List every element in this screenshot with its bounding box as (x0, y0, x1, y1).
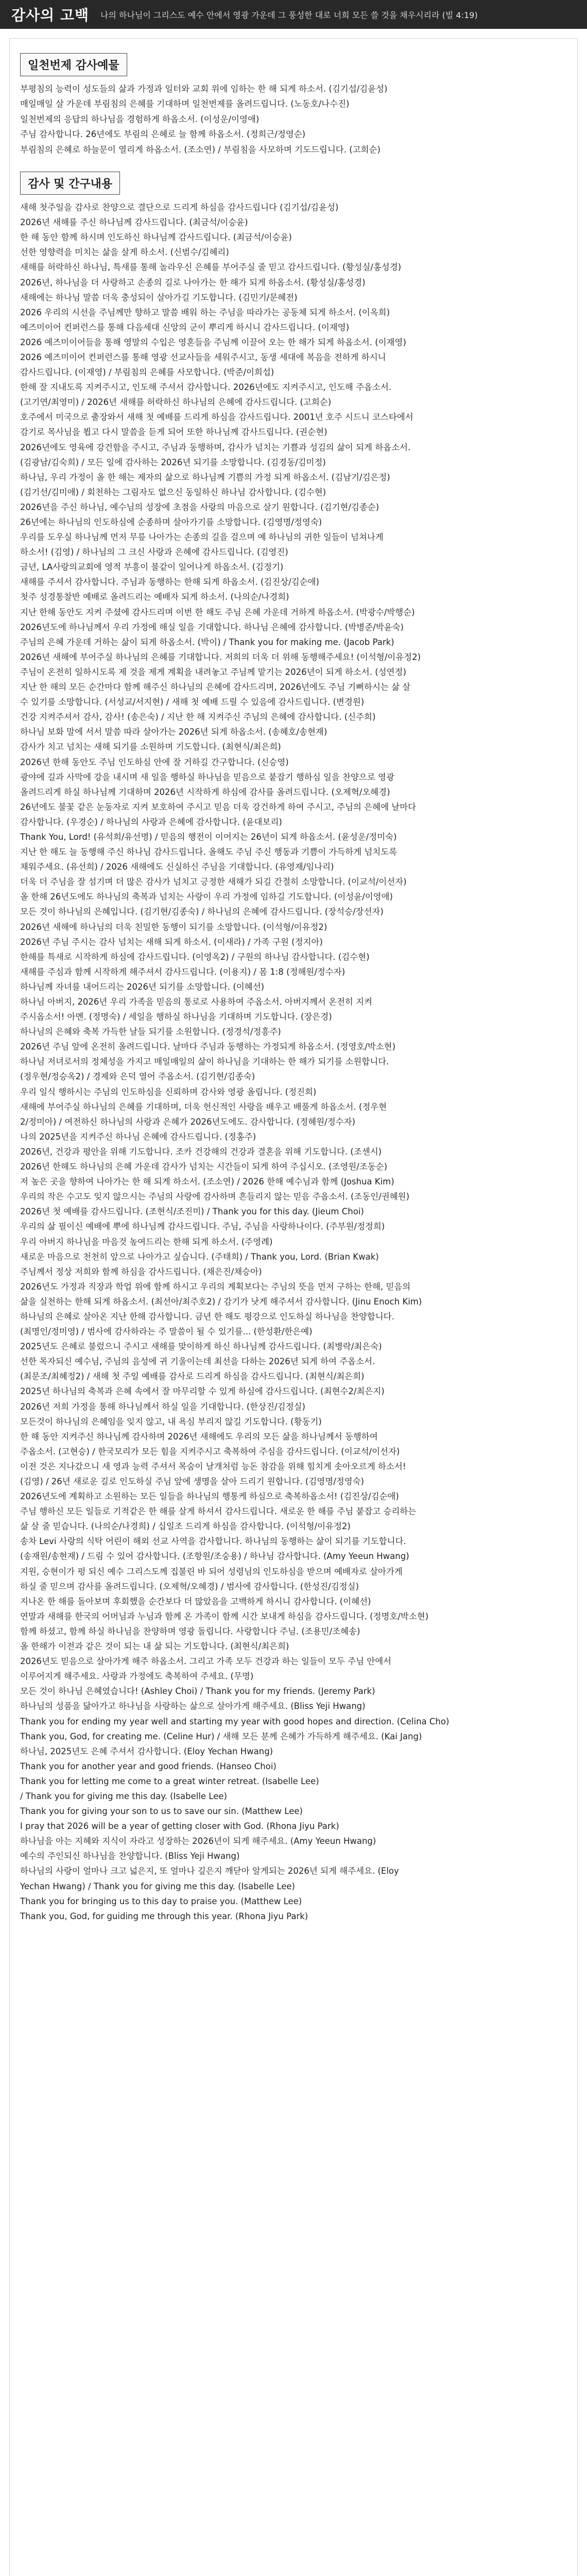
text-line: 우리의 작은 수고도 잊지 않으시는 주님의 사랑에 감사하며 흔들리지 않는 믿음 주옵소서. (조동인/권혜원) (20, 1192, 410, 1202)
text-line: Yechan Hwang) / Thank you for giving me this day. (Isabelle Lee) (20, 1881, 295, 1891)
text-line: 새로운 마음으로 천천히 앞으로 나아가고 싶습니다. (주태희) / Thank you, Lord. (Brian Kwak) (20, 1251, 379, 1262)
section-thanks (10, 157, 577, 1924)
text-line: 부림침의 은혜로 하늘문이 열리게 하옵소서. (조소연) / 부림침을 사모하며 기도드립니다. (고희순) (20, 144, 381, 155)
text-line: (송재원/송현재) / 드림 수 있어 감사합니다. (조항원/조숭용) / 하나님 감사합니다. (Amy Yeeun Hwang) (20, 1551, 409, 1562)
text-line: 우리를 도우실 하나님께 먼저 무릎 나아가는 손종의 길을 걸으며 예 하나님의 귀한 일들이 넘쳐나게 (20, 532, 384, 543)
text-line: (최명인/정미영) / 범사에 감사하라는 주 말씀이 될 수 있기를... (한성환/한은예) (20, 1327, 313, 1337)
text-line: 감기로 목사님을 뵙고 다시 말씀을 듣게 되어 또한 하나님께 감사드립니다. (권순현) (20, 427, 327, 437)
text-line: 우리의 삶 필이신 예배에 뿌에 하나님께 감사드립니다. 주님, 주님을 사랑하나이다. (주부원/정정희) (20, 1222, 385, 1232)
text-line: 수 있기를 소망합니다. (서성교/서지현) / 새해 첫 예배 드릴 수 있음에 감사드립니다. (변경원) (20, 697, 365, 707)
text-line: (최문조/최혜정2) / 새해 첫 주일 예배를 감사로 드리게 하심을 감사드립니다. (최현식/최은희) (20, 1371, 365, 1382)
text-line: 주님께서 정상 저희와 함께 하심을 감사드립니다. (채은진/채승아) (20, 1266, 262, 1277)
text-line: 2026 우리의 시선을 주님께만 향하고 말씀 배워 하는 주님을 따라가는 공동체 되게 하소서. (이옥희) (20, 307, 390, 317)
text-line: 매일매일 살 가운데 부림침의 은혜를 기대하며 일천번제를 올려드립니다. (노동호/나수진) (20, 99, 350, 109)
text-line: 주시옵소서! 아멘. (정명숙) / 세일을 행하실 하나님을 기대하며 기도합니다. (장은경) (20, 1012, 332, 1022)
text-line: 함께 하셨고, 함께 하실 하나님을 찬양하며 영광 돌립니다. 사랑합니다 주님. (조용민/조혜송) (20, 1626, 360, 1636)
text-line: 2026년도 가정과 직장과 학업 위에 함께 하시고 우리의 계획보다는 주님의 뜻을 먼저 구하는 한해, 믿음의 (20, 1281, 411, 1292)
text-line: 26년에는 하나님의 인도하심에 순종하며 살아가기를 소망합니다. (김영명/정영숙) (20, 517, 322, 527)
text-line: 감사합니다. (우경순) / 하나님의 사랑과 은혜에 감사합니다. (윤대보리) (20, 817, 282, 827)
text-line: 2026년 주님 앞에 온전히 올려드립니다. 날마다 주님과 동행하는 가정되게 하옵소서. (정영호/박소현) (20, 1042, 396, 1052)
text-line: 새해 첫주일을 감사로 찬양으로 결단으로 드리게 하심을 감사드립니다 (김기섭/김윤성) (20, 202, 339, 213)
text-line: 우리 일식 행하시는 주님의 인도하심을 신뢰하며 감사와 영광 올립니다. (정진희) (20, 1087, 317, 1097)
text-line: 2026년을 주신 하나님, 예수님의 성장에 초점을 사랑의 마음으로 살기 원합니다. (김기현/김종순) (20, 502, 379, 512)
text-line: 채워주세요. (유선희) / 2026 새해에도 신실하신 주님을 기대합니다. (유영재/임나리) (20, 862, 334, 872)
text-line: 2026년 새해에 부어주실 하나님의 은혜를 기대합니다. 저희의 더욱 더 위해 동행해주세요! (이석형/이유정2) (20, 652, 421, 662)
text-line: 한 해 동안 지켜주신 하나님께 감사하며 2026년 새해에도 우리의 모든 삶을 하나님께서 동행하여 (20, 1431, 378, 1442)
text-line: 첫주 성경통찰반 예배로 올려드리는 예배자 되게 하소서. (나의순/나경희) (20, 592, 289, 602)
text-line: 2025년도 은혜로 불렀으니 주시고 새해를 맞이하게 하신 하나님께 감사드립니다. (최병락/최은숙) (20, 1342, 382, 1352)
text-line: 주님 행하신 모든 일들로 기적같은 한 해를 살게 하셔서 감사드립니다. 새로운 한 해를 주님 붙잡고 승리하는 (20, 1506, 417, 1517)
text-line: 하나님께 자녀를 내어드리는 2026년 되기를 소망합니다. (이혜선) (20, 981, 265, 992)
text-line: 하나님의 성품을 닮아가고 하나님을 사랑하는 삶으로 살아가게 해주세요. (Bliss Yeji Hwang) (20, 1701, 366, 1711)
text-line: 예수의 주인되신 하나님을 찬양합니다. (Bliss Yeji Hwang) (20, 1851, 240, 1861)
text-line: 하나님의 은혜와 축복 가득한 날들 되기를 소원합니다. (정경석/정흥주) (20, 1027, 281, 1037)
text-line: 한해를 특새로 시작하게 하심에 감사드립니다. (이영옥2) / 구원의 하나님 감사합니다. (김수현) (20, 952, 370, 962)
section-title-thanks: 감사 및 간구내용 (20, 172, 120, 195)
text-line: 지원, 승현이가 펑 되신 예수 그리스도께 집불린 바 되어 성령님의 인도하심을 받으며 예배자로 살아가게 (20, 1566, 403, 1577)
text-line: 올 한해가 이전과 같은 것이 되는 내 삶 되는 기도합니다. (최현식/최은희) (20, 1641, 289, 1652)
text-line: 2026년, 건강과 평안을 위해 기도합니다. 조카 건강해의 건강과 결혼을 위해 기도합니다. (조센시) (20, 1146, 382, 1157)
text-line: 주님이 온전히 일하시도록 제 것을 제게 계획을 내려놓고 주님께 맡기는 2026년이 되게 하소서. (성연정) (20, 667, 406, 677)
text-line: 하소서! (김영) / 하나님의 그 크신 사랑과 은혜에 감사드립니다. (김영진) (20, 547, 288, 557)
text-line: 이루어지게 해주세요. 사랑과 가정에도 축복하여 주세요. (무명) (20, 1671, 254, 1682)
text-line: 새해를 허락하신 하나님, 특새를 통해 놀라우신 은혜를 부어주실 줄 믿고 감사드립니다. (황성실/홍성경) (20, 262, 402, 273)
text-line: 새해를 주셔서 감사합니다. 주님과 동행하는 한해 되게 하옵소서. (김진상/김순애) (20, 577, 319, 587)
text-line: 2026년도에 계획하고 소원하는 모든 일들을 하나님의 행통케 하심으로 축복하옵소서! (김진상/김순애) (20, 1492, 399, 1502)
text-line: 삶 살 줄 믿습니다. (나의순/나경희) / 십일조 드리게 하심을 감사합니다. (이석형/이유정2) (20, 1521, 351, 1532)
text-line: 2026 예즈미이어 컨퍼런스를 통해 영광 선교사들을 세워주시고, 동생 세대에 복음을 전하게 하시니 (20, 352, 386, 362)
text-line: 하나님의 은혜로 살아온 지난 한해 감사합니다. 금년 한 해도 평강으로 인도하실 하나님을 찬양합니다. (20, 1311, 394, 1321)
text-line: 2026년 새해에 하나님의 더욱 친밀한 동행이 되기를 소망합니다. (이석형/이유정2) (20, 922, 327, 932)
text-line: Thank you, God, for creating me. (Celine Hur) / 새해 모든 분께 은혜가 가득하게 해주세요. (Kai Jang) (20, 1731, 422, 1741)
text-line: 26년에도 불꽃 같은 눈동자로 지켜 보호하여 주시고 믿음 더욱 강건하게 하여 주시고, 주님의 은혜에 날마다 (20, 802, 417, 812)
text-line: Thank you for another year and good friends. (Hanseo Choi) (20, 1761, 277, 1771)
text-line: 새해를 주심과 함께 시작하게 해주셔서 감사드립니다. (이용지) / 몸 1:8 (정해원/정수자) (20, 967, 346, 977)
text-line: 한 해 동안 함께 하시며 인도하신 하나님께 감사드립니다. (최금석/이승윤) (20, 232, 292, 243)
text-line: 지난 한해 동안도 지켜 주셨에 감사드리며 이번 한 해도 주님 은혜 가운데 거하게 하옵소서. (박광수/박행순) (20, 607, 415, 617)
text-line: 저 높은 곳을 향하여 나아가는 한 해 되게 하소서. (조소연) / 2026 한해 예수님과 함께 (Joshua Kim) (20, 1177, 394, 1187)
text-line: 새해에 부어주실 하나님의 은혜를 기대하며, 더욱 헌신적인 사랑을 배우고 배풀게 하옵소서. (정우현 (20, 1101, 387, 1112)
text-line: 부평침의 능력이 성도들의 삶과 가정과 일터와 교회 위에 임하는 한 해 되게 하소서. (김기섭/김윤성) (20, 84, 388, 94)
text-line: 2026년에도 영육에 강건함을 주시고, 주님과 동행하며, 감사가 넘치는 기쁨과 성김의 삶이 되게 하옵소서. (20, 442, 411, 452)
header-bar (0, 0, 587, 29)
text-line: Thank you, God, for guiding me through this year. (Rhona Jiyu Park) (20, 1911, 308, 1921)
text-line: 건강 지켜주셔서 감사, 감사! (송은숙) / 지난 한 해 지켜주신 주님의 은혜에 감사합니다. (신주희) (20, 712, 376, 722)
text-line: 2026년 저희 가정을 통해 하나님께서 하실 일을 기대합니다. (한상진/김정실) (20, 1401, 305, 1412)
text-line: 모든 것이 하나님 은혜였습니다! (Ashley Choi) / Thank you for my friends. (Jeremy Park) (20, 1686, 375, 1697)
text-line: 2026년 한해도 하나님의 은혜 가운데 감사가 넘치는 시간들이 되게 하여 주십시오. (조영원/조동순) (20, 1162, 388, 1172)
text-line: 예즈미이어 컨퍼런스를 통해 다음세대 신앙의 군이 뿌리게 하시니 감사드립니다. (이재영) (20, 322, 350, 332)
text-line: 2026년 한해 동안도 주님 인도하심 안에 잘 거하길 간구합니다. (신승영) (20, 757, 289, 767)
text-line: 2026년, 하나님을 더 사랑하고 손종의 길로 나아가는 한 해가 되게 하옵소서. (황성실/홍성경) (20, 277, 366, 287)
header-verse: 나의 하나님이 그리스도 예수 안에서 영광 가운데 그 풍성한 대로 너희 모든 쓸 것을 채우시리라 (빌 4:19) (100, 10, 478, 20)
text-line: 하나님 보화 말에 서서 말씀 따라 살아가는 2026년 되게 하옵소서. (송혜호/송현재) (20, 727, 327, 737)
text-line: Thank you for giving your son to us to save our sin. (Matthew Lee) (20, 1806, 303, 1817)
text-line: 하나님 아버지, 2026년 우리 가족을 믿음의 통로로 사용하여 주옵소서. 아버지께서 온전히 지켜 (20, 997, 372, 1007)
text-line: 지난 한 해도 늘 동행해 주신 하나님 감사드립니다. 올해도 주님 주신 행동과 기쁨이 가득하게 넘치도록 (20, 847, 398, 857)
text-line: 지나온 한 해를 돌아보며 후회했을 순간보다 더 많았음을 고백하게 하시니 감사합니다. (이혜선) (20, 1596, 371, 1606)
page-title: 감사의 고백 (11, 7, 89, 24)
text-line: 우리 아버지 하나님을 마음것 높여드리는 한해 되게 하소서. (주영례) (20, 1236, 273, 1247)
text-line: 하나님, 2025년도 은혜 주셔서 감사합니다. (Eloy Yechan Hwang) (20, 1746, 273, 1756)
text-line: 더욱 더 주님을 잘 섬기며 더 많은 감사가 넘치고 긍정한 새해가 되길 간절히 소망합니다. (이교석/이선자) (20, 877, 407, 887)
text-line: 호주에서 미국으로 출장와서 새해 첫 예배를 드리게 하심을 감사드립니다. 2001년 호주 시드니 코스타에서 (20, 412, 413, 422)
content-frame (9, 38, 578, 2576)
text-line: (정우현/정승옥2) / 경제와 은덕 열어 주옵소서. (김기현/김종숙) (20, 1072, 255, 1082)
text-line: (고기연/최영미) / 2026년 새해를 허락하신 하나님의 은혜에 감사드립니다. (고희순) (20, 397, 332, 408)
text-line: 한해 잘 지내도록 지켜주시고, 인도해 주셔서 감사합니다. 2026년에도 지켜주시고, 인도해 주옵소서. (20, 382, 392, 393)
text-line: 하나님의 사랑이 얼마나 크고 넓은지, 또 얼마나 깊은지 깨닫아 알게되는 2026년 되게 해주세요. (Eloy (20, 1866, 399, 1876)
text-line: 2026 예즈미이어들을 통해 영말의 수입은 영혼들을 주님께 이끌어 오는 한 해가 되게 하옵소서. (이재영) (20, 337, 406, 347)
text-line: 올려드리게 하실 하나님께 기대하며 2026년 시작하게 하심에 감사를 올려드립니다. (오제혁/오혜경) (20, 787, 390, 797)
text-line: 주님의 은혜 가운데 거하는 삶이 되게 하옵소서. (박이) / Thank you for making me. (Jacob Park) (20, 637, 394, 647)
text-line: 2026년도에 하나님께서 우리 가정에 해실 일을 기대합니다. 하나님 은혜에 감사합니다. (박병준/박윤숙) (20, 622, 404, 632)
section-title-offerings: 일천번제 감사예물 (20, 53, 127, 76)
text-line: 일천번제의 응답의 하나님을 경험하게 하옵소서. (이성운/이영애) (20, 114, 260, 124)
text-line: / Thank you for giving me this day. (Isabelle Lee) (20, 1791, 227, 1801)
text-line: 2026년도 믿음으로 살아가게 해주 하옵소서. 그리고 가족 모두 건강과 하는 일들이 모두 주님 안에서 (20, 1656, 392, 1667)
text-line: 지난 한 해의 모든 순간마다 함께 해주신 하나님의 은혜에 감사드리며, 2026년에도 주님 기뻐하시는 삶 살 (20, 682, 411, 692)
text-line: 이전 것은 지나갔으니 새 영과 능력 주셔서 목숨이 날개처럼 능돈 참감을 위해 힘치게 솟아오르게 하소서! (20, 1461, 406, 1471)
text-line: Thank you for bringing us to this day to praise you. (Matthew Lee) (20, 1896, 302, 1906)
text-line: I pray that 2026 will be a year of getting closer with God. (Rhona Jiyu Park) (20, 1821, 339, 1832)
text-line: 하실 줄 믿으며 감사를 올려드립니다. (오제혁/오혜경) / 범사에 감사합니다. (한성진/김정실) (20, 1581, 359, 1591)
text-line: 모든것이 하나님의 은혜임을 잊지 않고, 내 욕심 부리지 않길 기도합니다. (황동기) (20, 1416, 322, 1427)
text-line: 올 한해 26년도에도 하나님의 축복과 넘치는 사랑이 우리 가정에 임하길 기도합니다. (이성윤/이영애) (20, 892, 393, 902)
text-line: 광야에 길과 사막에 강을 내시며 새 일을 행하실 하나님을 믿음으로 붙잡기 행하심 일을 찬양으로 영광 (20, 772, 394, 782)
text-line: 연말과 새해를 한국의 어머님과 누님과 함께 온 가족이 함께 시간 보내게 하심을 감사드립니다. (정명호/박소현) (20, 1611, 429, 1621)
text-line: 하나님을 아는 지혜와 지식이 자라고 성장하는 2026년이 되게 해주세요. (Amy Yeeun Hwang) (20, 1836, 376, 1846)
offerings-list (20, 81, 567, 157)
text-line: 선한 목자되신 예수님, 주님의 음성에 귀 기울이는데 최선을 다하는 2026년 되게 하여 주옵소서. (20, 1357, 375, 1367)
text-line: Thank You, Lord! (유석희/유선명) / 믿음의 행전이 이어지는 26년이 되게 하옵소서. (윤성운/정미숙) (20, 832, 397, 842)
text-line: 2026년 주님 주시는 감사 넘치는 새해 되게 하소서. (이새라) / 가족 구원 (정지아) (20, 937, 323, 947)
text-line: 삶을 실천하는 한해 되게 하옵소서. (최선아/최주호2) / 감기가 낫게 해주셔서 감사합니다. (Jinu Enoch Kim) (20, 1296, 422, 1307)
text-line: (김광남/김숙희) / 모든 일에 감사하는 2026년 되기를 소망합니다. (김경동/김미정) (20, 457, 326, 467)
text-line: 주옵소서. (고현승) / 한국모리가 모든 힘을 지켜주시고 축복하여 주심을 감사드립니다. (이교석/이선자) (20, 1446, 400, 1456)
text-line: 2026년 첫 예배를 감사드립니다. (조현식/조진미) / Thank you for this day. (Jieum Choi) (20, 1207, 364, 1217)
text-line: 2/정미아) / 여전하신 하나님의 사랑과 은혜가 2026년도에도. 감사합니다. (정혜원/정수자) (20, 1116, 355, 1127)
text-line: 2025년 하나님의 축복과 은혜 속에서 잘 마무리할 수 있게 하심에 감사드립니다. (최현수2/최은지) (20, 1386, 385, 1397)
text-line: 송차 Levi 사랑의 식탁 어린이 해외 선교 사역을 감사합니다. 하나님의 동행하는 삶이 되기를 기도합니다. (20, 1536, 406, 1547)
thanks-list (20, 200, 567, 1924)
text-line: Thank you for letting me come to a great winter retreat. (Isabelle Lee) (20, 1776, 319, 1786)
text-line: 선한 영향력을 미치는 삶을 살게 하소서. (신범수/김혜리) (20, 247, 229, 258)
text-line: 주님 감사합니다. 26년에도 부림의 은혜로 늘 함께 하옵소서. (정희근/정영순) (20, 129, 306, 140)
text-line: 하나님, 우리 가정이 올 한 해는 제자의 삶으로 하나님께 기쁨의 가정 되게 하옵소서. (김남기/김은정) (20, 472, 390, 482)
section-offerings (10, 39, 577, 157)
text-line: 2026년 새해를 주신 하나님께 감사드립니다. (최금석/이승윤) (20, 217, 248, 228)
text-line: 하나님 저녀로서의 정체성을 가지고 매일매일의 삶이 하나님을 기대하는 한 해가 되기를 소원합니다. (20, 1057, 389, 1067)
text-line: 감사드립니다. (이재영) / 부림침의 은혜를 사모합니다. (박준/이희섭) (20, 367, 274, 378)
text-line: 감사가 치고 넘치는 새해 되기를 소원하며 기도합니다. (최현식/최은희) (20, 742, 281, 752)
text-line: (김영) / 26년 새로운 길로 인도하실 주님 앞에 생명을 살아 드리기 원합니다. (김영명/정영숙) (20, 1477, 364, 1486)
text-line: 모든 것이 하나님의 은혜입니다. (김기현/김종숙) / 하나님의 은혜에 감사드립니다. (장석승/장선자) (20, 907, 384, 917)
text-line: 나의 2025년을 지켜주신 하나님 은혜에 감사드립니다. (정홍주) (20, 1131, 256, 1142)
text-line: (김기선/김미애) / 회천하는 그림자도 없으신 동일하신 하나님 감사합니다. (김수현) (20, 487, 326, 497)
text-line: Thank you for ending my year well and starting my year with good hopes and direction. (Celina Cho) (20, 1716, 450, 1726)
text-line: 금년, LA사랑의교회에 영적 부흥이 불같이 일어나게 하옵소서. (김정기) (20, 562, 284, 572)
text-line: 새해에는 하나님 말씀 더욱 충성되이 살아가길 기도합니다. (김민기/문혜전) (20, 292, 298, 302)
